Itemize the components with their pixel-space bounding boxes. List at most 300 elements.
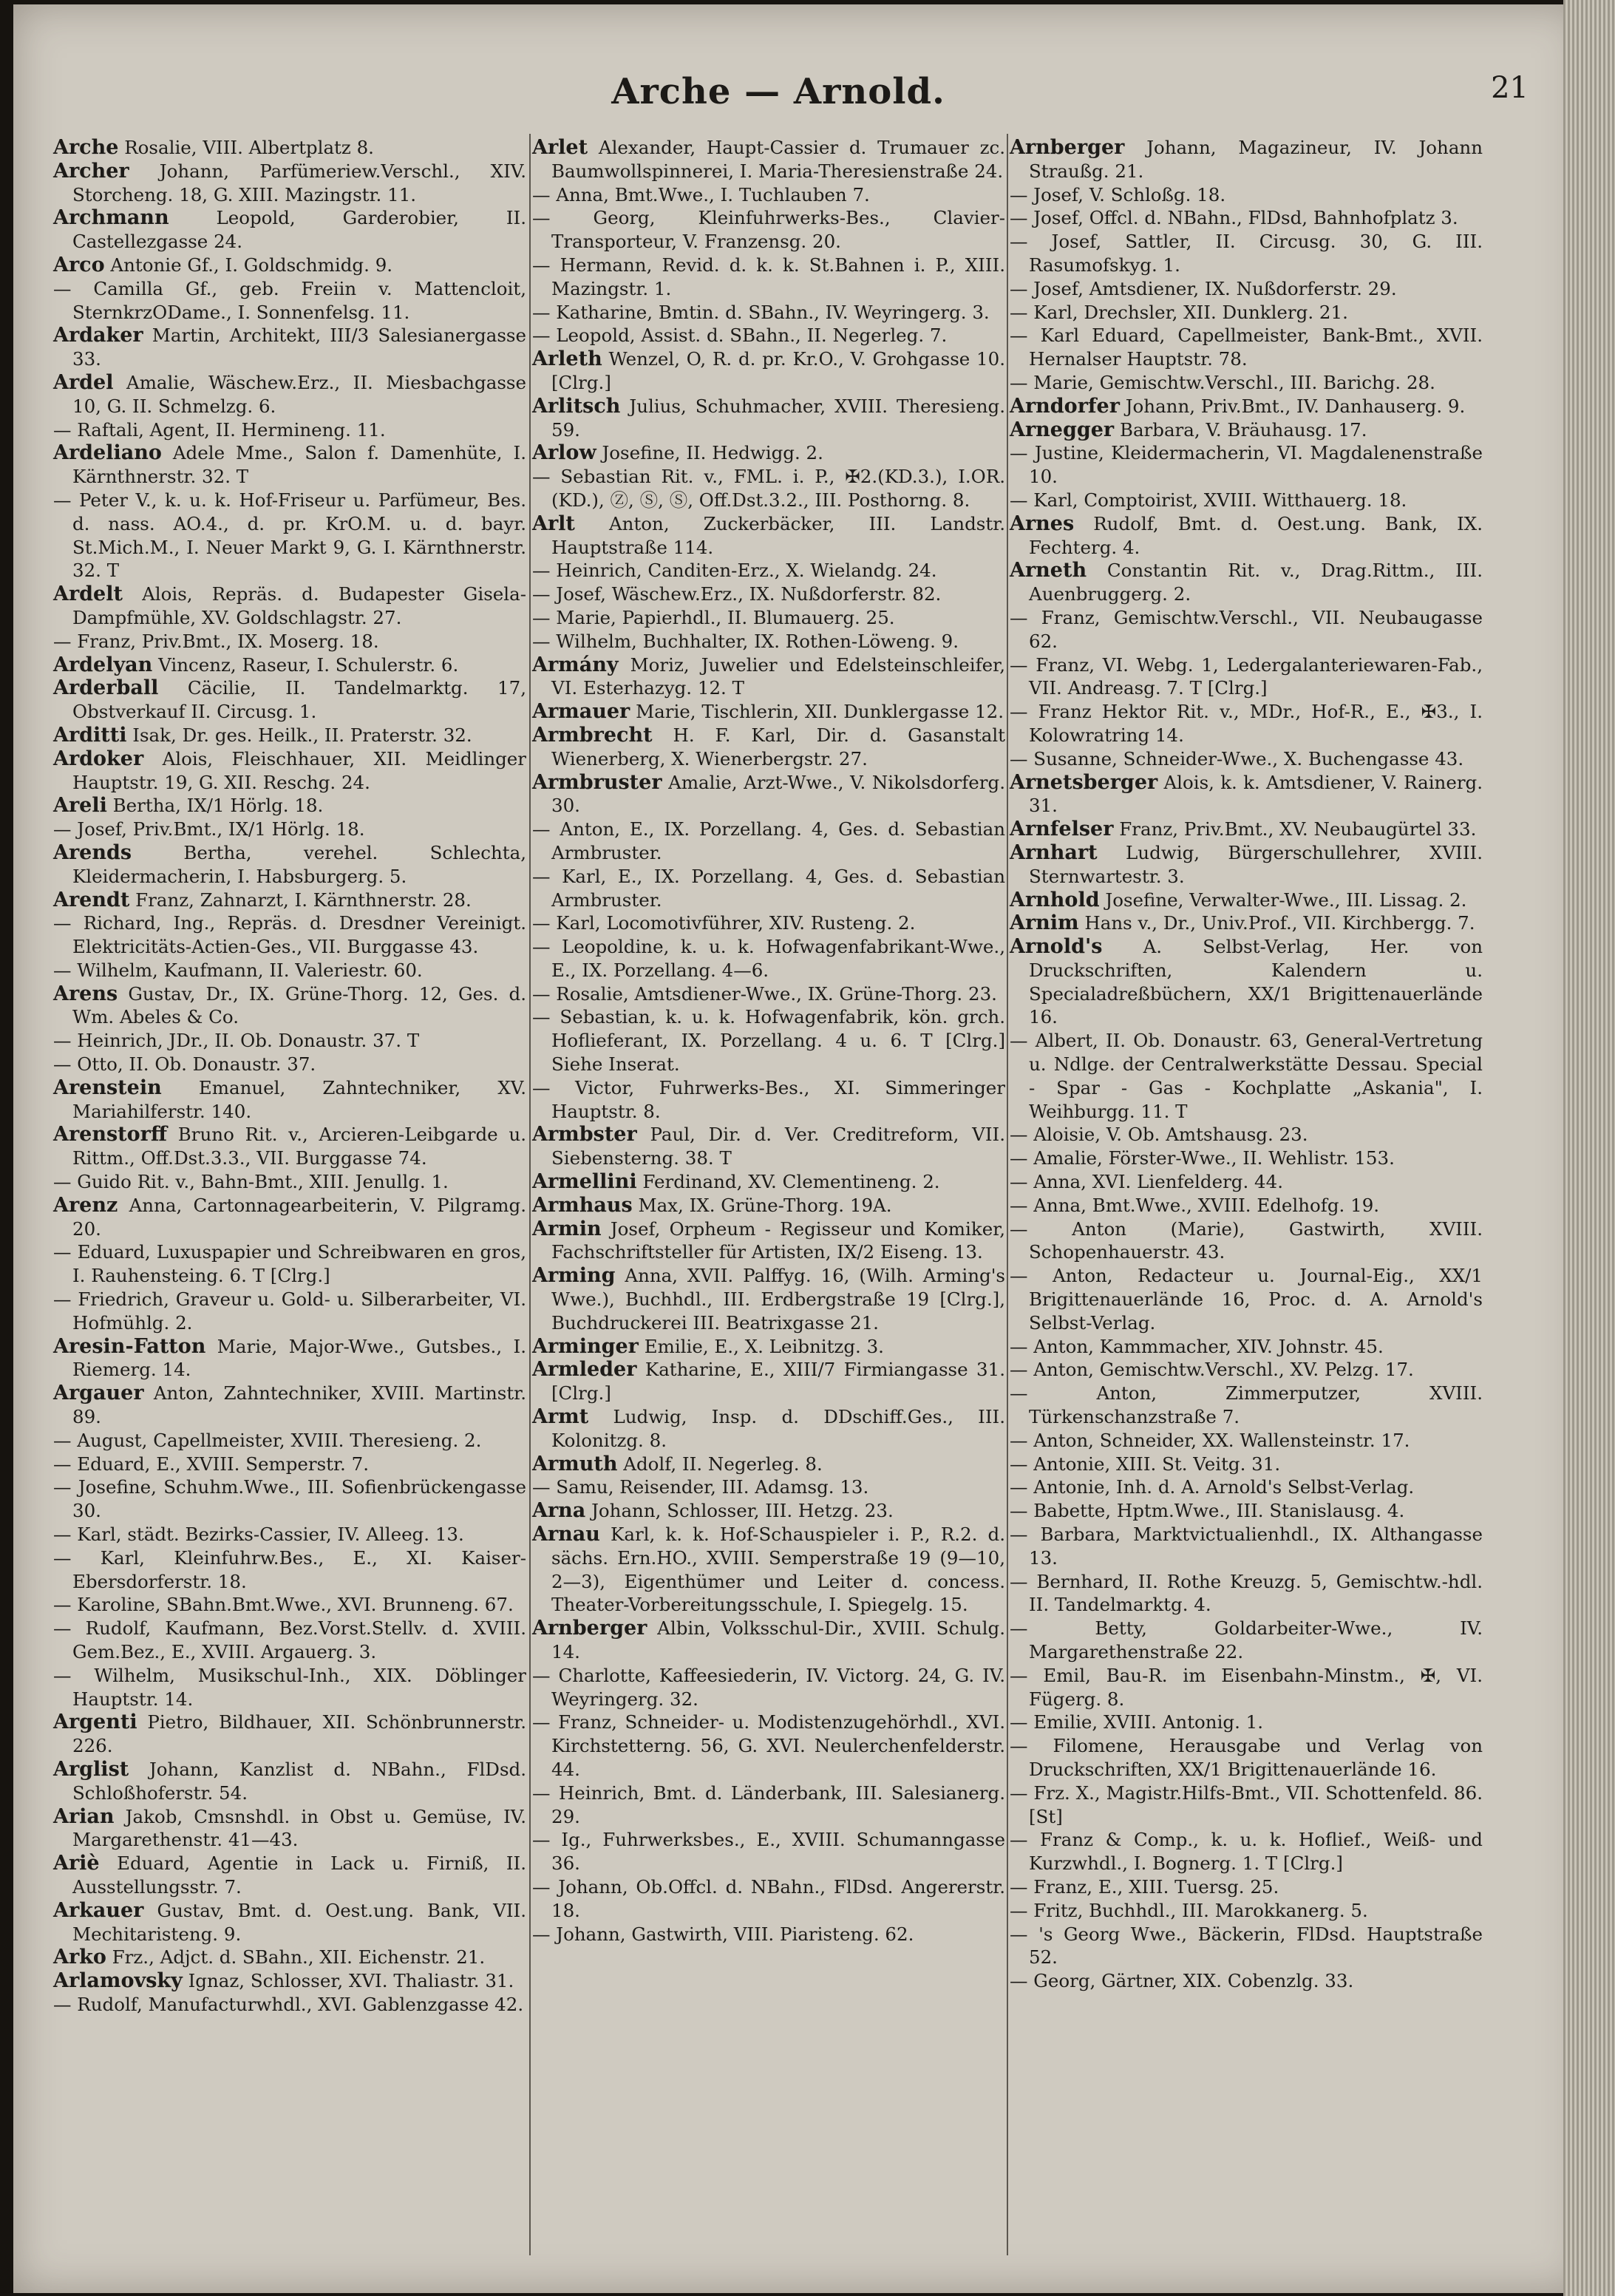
entry-text: — Karl, Drechsler, XII. Dunklerg. 21. [1010, 301, 1348, 323]
directory-entry [1010, 1664, 1483, 1711]
entry-text: — Fritz, Buchhdl., III. Marokkanerg. 5. [1010, 1899, 1368, 1921]
entry-text: — Katharine, Bmtin. d. SBahn., IV. Weyringerg. 3. [532, 301, 990, 323]
entry-headword: Aresin-Fatton [53, 1334, 206, 1358]
entry-text: — Samu, Reisender, III. Adamsg. 13. [532, 1476, 869, 1498]
directory-entry [532, 1076, 1005, 1124]
entry-headword: Arglist [53, 1757, 129, 1781]
entry-text: Pietro, Bildhauer, XII. Schönbrunnerstr. 226. [72, 1711, 526, 1757]
entry-text: Leopold, Garderobier, II. Castellezgasse 24. [72, 207, 526, 253]
directory-entry [53, 1429, 526, 1453]
column-rule [529, 134, 531, 2255]
directory-entry [532, 1664, 1005, 1711]
entry-headword: Arendt [53, 888, 130, 911]
directory-entry [532, 136, 1005, 183]
directory-entry [53, 1335, 526, 1382]
directory-entry [1010, 1194, 1483, 1217]
entry-headword: Armbster [532, 1123, 637, 1147]
entry-text: Martin, Architekt, III/3 Salesianergasse 33. [72, 325, 526, 370]
entry-text: — Filomene, Herausgabe und Verlag von Druckschriften, XX/1 Brigittenauerlände 16. [1010, 1735, 1483, 1780]
entry-headword: Ardelyan [53, 653, 153, 676]
directory-entry [53, 1946, 526, 1969]
page-number: 21 [1491, 71, 1529, 105]
directory-entry [53, 959, 526, 982]
entry-text: Gustav, Dr., IX. Grüne-Thorg. 12, Ges. d. Wm. Abeles & Co. [72, 982, 526, 1028]
entry-text: — Josef, Offcl. d. NBahn., FlDsd, Bahnhofplatz 3. [1010, 207, 1458, 229]
entry-text: — Antonie, Inh. d. A. Arnold's Selbst-Verlag. [1010, 1476, 1415, 1498]
directory-entry [53, 818, 526, 841]
directory-entry [53, 1805, 526, 1852]
entry-text: — Marie, Papierhdl., II. Blumauerg. 25. [532, 606, 895, 628]
directory-entry [1010, 230, 1483, 277]
entry-text: Eduard, Agentie in Lack u. Firniß, II. Ausstellungsstr. 7. [72, 1852, 526, 1898]
entry-headword: Arnes [1010, 512, 1075, 535]
entry-text: — Wilhelm, Buchhalter, IX. Rothen-Löweng. 9. [532, 630, 959, 652]
directory-entry [53, 889, 526, 912]
entry-text: — Albert, II. Ob. Donaustr. 63, General-Vertretung u. Ndlge. der Centralwerkstätte Dessau. Special - Spar - Gas - Kochplatte „Askania", I. Weihburgg. 11. T [1010, 1030, 1483, 1122]
page-header [58, 71, 1529, 130]
directory-entry [53, 1382, 526, 1429]
directory-entry [1010, 395, 1483, 418]
entry-headword: Arenz [53, 1193, 118, 1217]
entry-text: Paul, Dir. d. Ver. Creditreform, VII. Siebensterng. 38. T [551, 1124, 1005, 1169]
entry-text: — Aloisie, V. Ob. Amtshausg. 23. [1010, 1124, 1308, 1146]
directory-entry [1010, 1029, 1483, 1123]
directory-entry [532, 1405, 1005, 1453]
directory-entry [532, 347, 1005, 395]
directory-entry [1010, 206, 1483, 230]
directory-entry [53, 982, 526, 1030]
entry-text: — Anton, Redacteur u. Journal-Eig., XX/1 Brigittenauerlände 16, Proc. d. A. Arnold's Selbst-Verlag. [1010, 1265, 1483, 1334]
directory-entry [53, 1758, 526, 1805]
entry-text: — Johann, Ob.Offcl. d. NBahn., FlDsd. Angererstr. 18. [532, 1875, 1005, 1921]
entry-text: Rosalie, VIII. Albertplatz 8. [118, 137, 374, 158]
directory-entry [53, 841, 526, 889]
directory-entry [53, 1475, 526, 1523]
directory-entry [53, 277, 526, 325]
entry-headword: Arderball [53, 676, 159, 700]
entry-text: Constantin Rit. v., Drag.Rittm., III. Auenbruggerg. 2. [1029, 560, 1483, 605]
entry-text: — Anton, Schneider, XX. Wallensteinstr. 17. [1010, 1429, 1410, 1451]
directory-entry [53, 324, 526, 371]
entry-headword: Arnhart [1010, 840, 1098, 864]
entry-text: — Josef, Sattler, II. Circusg. 30, G. III. Rasumofskyg. 1. [1010, 231, 1483, 276]
directory-entry [532, 911, 1005, 935]
directory-entry [1010, 418, 1483, 442]
directory-entry [1010, 841, 1483, 889]
directory-entry [1010, 1523, 1483, 1570]
entry-text: Josefine, II. Hedwigg. 2. [596, 442, 823, 464]
entry-text: — Georg, Gärtner, XIX. Cobenzlg. 33. [1010, 1970, 1354, 1992]
directory-entry [1010, 1969, 1483, 1993]
entry-text: Johann, Schlosser, III. Hetzg. 23. [585, 1500, 894, 1522]
directory-entry [1010, 1382, 1483, 1429]
directory-entry [1010, 606, 1483, 653]
entry-text: — Emilie, XVIII. Antonig. 1. [1010, 1711, 1264, 1733]
directory-entry [1010, 1147, 1483, 1170]
entry-text: Emilie, E., X. Leibnitzg. 3. [638, 1335, 884, 1357]
entry-text: — Eduard, E., XVIII. Semperstr. 7. [53, 1453, 370, 1475]
entry-text: — Peter V., k. u. k. Hof-Friseur u. Parfümeur, Bes. d. nass. AO.4., d. pr. KrO.M. u. d. bayr. St.Mich.M., I. Neuer Markt 9, G. I. Kärnthnerstr. 32. T [53, 489, 526, 582]
directory-entry [53, 1076, 526, 1124]
directory-entry [1010, 653, 1483, 701]
entry-text: Bertha, verehel. Schlechta, Kleidermacherin, I. Habsburgerg. 5. [72, 841, 526, 887]
entry-headword: Arlet [532, 136, 588, 159]
column-3 [1010, 136, 1483, 1993]
entry-text: — Rudolf, Manufacturwhdl., XVI. Gablenzgasse 42. [53, 1993, 524, 2015]
directory-entry [53, 1523, 526, 1546]
entry-headword: Arkauer [53, 1898, 144, 1922]
directory-entry [1010, 1264, 1483, 1334]
entry-text: — Eduard, Luxuspapier und Schreibwaren en gros, I. Rauhensteing. 6. T [Clrg.] [53, 1241, 526, 1287]
directory-entry [53, 254, 526, 277]
directory-entry [532, 1475, 1005, 1499]
entry-text: Alois, Repräs. d. Budapester Gisela-Dampfmühle, XV. Goldschlagstr. 27. [72, 583, 526, 628]
entry-text: — Anton, Zimmerputzer, XVIII. Türkenschanzstraße 7. [1010, 1382, 1483, 1428]
entry-headword: Armuth [532, 1452, 618, 1475]
entry-text: Adele Mme., Salon f. Damenhüte, I. Kärnthnerstr. 32. T [72, 442, 526, 488]
entry-text: Anna, XVII. Palffyg. 16, (Wilh. Arming's Wwe.), Buchhdl., III. Erdbergstraße 19 [Clrg.], Buchdruckerei III. Beatrixgasse 21. [551, 1265, 1005, 1334]
directory-entry [532, 1828, 1005, 1875]
directory-entry [53, 1194, 526, 1241]
entry-text: Johann, Priv.Bmt., IV. Danhauserg. 9. [1119, 395, 1466, 417]
entry-headword: Arlitsch [532, 394, 621, 418]
entry-headword: Armt [532, 1405, 589, 1429]
entry-text: — Justine, Kleidermacherin, VI. Magdalenenstraße 10. [1010, 442, 1483, 488]
directory-entry [53, 489, 526, 583]
entry-headword: Arenstein [53, 1076, 162, 1099]
page-edge [1563, 0, 1615, 2296]
entry-headword: Arko [53, 1946, 106, 1969]
entry-headword: Arnau [532, 1523, 600, 1546]
entry-text: — Josef, Amtsdiener, IX. Nußdorferstr. 29. [1010, 277, 1397, 299]
directory-entry [1010, 136, 1483, 183]
entry-text: Franz, Zahnarzt, I. Kärnthnerstr. 28. [129, 889, 472, 911]
directory-entry [53, 1546, 526, 1594]
directory-entry [1010, 1123, 1483, 1147]
directory-entry [53, 676, 526, 724]
entry-text: — Amalie, Förster-Wwe., II. Wehlistr. 153. [1010, 1147, 1395, 1169]
running-head: Arche — Arnold. [611, 71, 945, 112]
column-2 [532, 136, 1005, 1946]
directory-entry [532, 630, 1005, 653]
entry-text: — Barbara, Marktvictualienhdl., IX. Althangasse 13. [1010, 1524, 1483, 1569]
directory-entry [532, 1453, 1005, 1476]
entry-text: Josef, Orpheum - Regisseur und Komiker, Fachschriftsteller für Artisten, IX/2 Eiseng. 13. [551, 1217, 1005, 1263]
directory-entry [53, 1852, 526, 1899]
entry-text: — Josef, V. Schloßg. 18. [1010, 183, 1226, 206]
entry-text: Julius, Schuhmacher, XVIII. Theresieng. 59. [551, 395, 1005, 441]
directory-entry [532, 1123, 1005, 1170]
entry-text: — Sebastian Rit. v., FML. i. P., ✠2.(KD.3.), I.OR. (KD.), Ⓩ, Ⓢ, Ⓢ, Off.Dst.3.2., III. Posthorng. 8. [532, 466, 1005, 511]
entry-headword: Archer [53, 159, 129, 183]
entry-headword: Arnold's [1010, 935, 1103, 959]
entry-text: Bertha, IX/1 Hörlg. 18. [106, 795, 324, 817]
entry-text: Hans v., Dr., Univ.Prof., VII. Kirchbergg. 7. [1078, 912, 1475, 934]
entry-headword: Arndorfer [1010, 394, 1120, 418]
entry-headword: Arditti [53, 723, 127, 747]
entry-text: Karl, k. k. Hof-Schauspieler i. P., R.2. d. sächs. Ern.HO., XVIII. Semperstraße 19 (9—10, 2—3), Eigenthümer und Leiter d. concess. Theater-Vorbereitungsschule, I. Spiegelg. 15. [551, 1524, 1005, 1616]
entry-headword: Archmann [53, 206, 169, 230]
column-rule [1007, 134, 1008, 2255]
entry-text: Johann, Magazineur, IV. Johann Straußg. 21. [1029, 137, 1483, 182]
entry-headword: Arends [53, 840, 132, 864]
entry-text: — Raftali, Agent, II. Hermineng. 11. [53, 418, 386, 441]
entry-text: — Franz, E., XIII. Tuersg. 25. [1010, 1875, 1279, 1898]
directory-entry [1010, 889, 1483, 912]
directory-entry [1010, 1617, 1483, 1664]
entry-headword: Argenti [53, 1711, 137, 1734]
directory-entry [53, 371, 526, 418]
entry-headword: Ariè [53, 1852, 100, 1875]
entry-text: Anton, Zahntechniker, XVIII. Martinstr. 89. [72, 1382, 526, 1428]
entry-text: — Heinrich, JDr., II. Ob. Donaustr. 37. T [53, 1030, 420, 1052]
directory-entry [1010, 512, 1483, 560]
entry-text: — August, Capellmeister, XVIII. Theresieng. 2. [53, 1429, 482, 1451]
entry-text: — Sebastian, k. u. k. Hofwagenfabrik, kön. grch. Hoflieferant, IX. Porzellang. 4 u. 6. T [Clrg.] Siehe Inserat. [532, 1006, 1005, 1076]
entry-text: — Susanne, Schneider-Wwe., X. Buchengasse 43. [1010, 747, 1464, 770]
entry-headword: Areli [53, 794, 107, 818]
entry-text: Barbara, V. Bräuhausg. 17. [1114, 418, 1367, 441]
directory-entry [532, 1194, 1005, 1217]
entry-text: — Franz, Schneider- u. Modistenzugehörhdl., XVI. Kirchstetterng. 56, G. XVI. Neulerchenfelderstr. 44. [532, 1711, 1005, 1780]
directory-entry [53, 1453, 526, 1476]
entry-headword: Arnberger [532, 1617, 647, 1640]
entry-headword: Ardeliano [53, 441, 162, 465]
entry-text: — Georg, Kleinfuhrwerks-Bes., Clavier-Transporteur, V. Franzensg. 20. [532, 207, 1005, 253]
directory-entry [53, 794, 526, 818]
directory-entry [1010, 1828, 1483, 1875]
directory-entry [1010, 324, 1483, 371]
entry-headword: Armin [532, 1217, 602, 1240]
directory-entry [532, 724, 1005, 771]
entry-headword: Arnberger [1010, 136, 1125, 159]
entry-headword: Arian [53, 1804, 115, 1828]
entry-headword: Arenstorff [53, 1123, 168, 1147]
entry-text: Gustav, Bmt. d. Oest.ung. Bank, VII. Mechitaristeng. 9. [72, 1899, 526, 1945]
directory-entry [53, 1711, 526, 1758]
directory-entry [532, 606, 1005, 630]
entry-text: — Otto, II. Ob. Donaustr. 37. [53, 1053, 316, 1076]
directory-entry [53, 160, 526, 207]
directory-page [13, 4, 1584, 2293]
directory-entry [1010, 1923, 1483, 1970]
directory-entry [532, 1499, 1005, 1523]
directory-entry [532, 1923, 1005, 1946]
entry-text: Alois, k. k. Amtsdiener, V. Rainerg. 31. [1029, 771, 1483, 817]
entry-headword: Arna [532, 1499, 586, 1523]
column-1 [53, 136, 526, 2017]
entry-text: Albin, Volksschul-Dir., XVIII. Schulg. 14. [551, 1617, 1005, 1662]
directory-entry [53, 1170, 526, 1194]
entry-text: A. Selbst-Verlag, Her. von Druckschriften, Kalendern u. Specialadreßbüchern, XX/1 Brigittenauerlände 16. [1029, 936, 1483, 1028]
directory-entry [1010, 1335, 1483, 1359]
entry-text: Johann, Kanzlist d. NBahn., FlDsd. Schloßhoferstr. 54. [72, 1758, 526, 1804]
entry-text: Antonie Gf., I. Goldschmidg. 9. [104, 254, 393, 276]
entry-headword: Armellini [532, 1170, 637, 1194]
entry-text: — Johann, Gastwirth, VIII. Piaristeng. 62. [532, 1923, 914, 1945]
entry-headword: Arens [53, 982, 118, 1005]
entry-headword: Ardelt [53, 583, 123, 606]
directory-entry [1010, 1570, 1483, 1617]
entry-headword: Arnegger [1010, 418, 1115, 441]
directory-entry [1010, 1429, 1483, 1453]
entry-text: — Franz, Priv.Bmt., IX. Moserg. 18. [53, 630, 379, 652]
entry-text: Katharine, E., XIII/7 Firmiangasse 31. [Clrg.] [551, 1359, 1005, 1405]
directory-entry [53, 1617, 526, 1664]
directory-entry [1010, 818, 1483, 841]
directory-entry [532, 324, 1005, 347]
directory-entry [1010, 183, 1483, 207]
entry-text: Bruno Rit. v., Arcieren-Leibgarde u. Rittm., Off.Dst.3.3., VII. Burggasse 74. [72, 1124, 526, 1169]
directory-entry [532, 206, 1005, 254]
entry-text: — 's Georg Wwe., Bäckerin, FlDsd. Hauptstraße 52. [1010, 1923, 1483, 1969]
directory-entry [532, 935, 1005, 982]
entry-text: — Rosalie, Amtsdiener-Wwe., IX. Grüne-Thorg. 23. [532, 982, 997, 1005]
entry-text: — Anton, Kammmacher, XIV. Johnstr. 45. [1010, 1335, 1384, 1357]
directory-entry [53, 1029, 526, 1053]
entry-text: Johann, Parfümeriew.Verschl., XIV. Storcheng. 18, G. XIII. Mazingstr. 11. [72, 160, 526, 206]
entry-text: — Franz Hektor Rit. v., MDr., Hof-R., E., ✠3., I. Kolowratring 14. [1010, 701, 1483, 746]
directory-entry [53, 653, 526, 677]
entry-text: Ludwig, Bürgerschullehrer, XVIII. Sternwartestr. 3. [1029, 841, 1483, 887]
entry-text: — Franz, Gemischtw.Verschl., VII. Neubaugasse 62. [1010, 606, 1483, 652]
entry-headword: Arminger [532, 1334, 639, 1358]
directory-entry [532, 1358, 1005, 1405]
directory-entry [53, 630, 526, 653]
entry-text: — Guido Rit. v., Bahn-Bmt., XIII. Jenullg. 1. [53, 1171, 449, 1193]
directory-entry [1010, 1875, 1483, 1899]
directory-entry [532, 700, 1005, 724]
directory-entry [532, 254, 1005, 301]
entry-headword: Arnetsberger [1010, 770, 1158, 794]
entry-text: Marie, Major-Wwe., Gutsbes., I. Riemerg. 14. [72, 1335, 526, 1381]
entry-text: — Wilhelm, Kaufmann, II. Valeriestr. 60. [53, 959, 423, 981]
entry-headword: Armauer [532, 700, 630, 724]
entry-text: — Anton, E., IX. Porzellang. 4, Ges. d. Sebastian Armbruster. [532, 818, 1005, 863]
directory-entry [532, 1782, 1005, 1829]
entry-text: — Richard, Ing., Repräs. d. Dresdner Vereinigt. Elektricitäts-Actien-Ges., VII. Burggasse 43. [53, 912, 526, 958]
directory-entry [53, 206, 526, 254]
entry-text: Wenzel, O, R. d. pr. Kr.O., V. Grohgasse 10. [Clrg.] [551, 348, 1005, 393]
entry-headword: Armány [532, 653, 619, 676]
directory-entry [53, 1969, 526, 1993]
entry-text: — Betty, Goldarbeiter-Wwe., IV. Margarethenstraße 22. [1010, 1617, 1483, 1662]
entry-text: — Josef, Wäschew.Erz., IX. Nußdorferstr. 82. [532, 583, 942, 605]
entry-text: — Ig., Fuhrwerksbes., E., XVIII. Schumanngasse 36. [532, 1829, 1005, 1875]
directory-entry [532, 1523, 1005, 1617]
directory-entry [53, 441, 526, 489]
entry-headword: Arming [532, 1264, 616, 1288]
directory-entry [532, 512, 1005, 560]
entry-text: Amalie, Wäschew.Erz., II. Miesbachgasse 10, G. II. Schmelzg. 6. [72, 371, 526, 417]
entry-headword: Arnim [1010, 911, 1079, 935]
entry-text: H. F. Karl, Dir. d. Gasanstalt Wienerberg, X. Wienerbergstr. 27. [551, 724, 1005, 770]
directory-entry [1010, 277, 1483, 301]
directory-entry [1010, 489, 1483, 512]
directory-entry [532, 653, 1005, 701]
directory-entry [532, 865, 1005, 912]
entry-text: — Karl, Kleinfuhrw.Bes., E., XI. Kaiser-Ebersdorferstr. 18. [53, 1546, 526, 1592]
entry-text: Isak, Dr. ges. Heilk., II. Praterstr. 32. [126, 724, 472, 746]
entry-text: Rudolf, Bmt. d. Oest.ung. Bank, IX. Fechterg. 4. [1029, 512, 1483, 558]
directory-entry [532, 441, 1005, 465]
directory-entry [532, 583, 1005, 606]
entry-headword: Arleth [532, 347, 602, 371]
directory-entry [532, 465, 1005, 512]
directory-entry [1010, 1170, 1483, 1194]
entry-headword: Arnhold [1010, 888, 1100, 911]
entry-headword: Armhaus [532, 1193, 633, 1217]
entry-text: Frz., Adjct. d. SBahn., XII. Eichenstr. 21. [106, 1946, 486, 1969]
directory-entry [1010, 371, 1483, 395]
entry-text: — Anton (Marie), Gastwirth, XVIII. Schopenhauerstr. 43. [1010, 1217, 1483, 1263]
directory-entry [1010, 747, 1483, 771]
entry-text: — Anna, Bmt.Wwe., I. Tuchlauben 7. [532, 183, 870, 206]
directory-entry [53, 1993, 526, 2017]
entry-text: Franz, Priv.Bmt., XV. Neubaugürtel 33. [1113, 818, 1477, 840]
entry-text: — Karoline, SBahn.Bmt.Wwe., XVI. Brunneng. 67. [53, 1594, 514, 1616]
directory-entry [53, 418, 526, 442]
entry-text: Emanuel, Zahntechniker, XV. Mariahilferstr. 140. [72, 1076, 526, 1122]
entry-headword: Arnfelser [1010, 818, 1114, 841]
entry-text: Vincenz, Raseur, I. Schulerstr. 6. [152, 653, 459, 676]
entry-text: — Karl Eduard, Capellmeister, Bank-Bmt., XVII. Hernalser Hauptstr. 78. [1010, 325, 1483, 370]
directory-entry [53, 136, 526, 160]
directory-entry [1010, 301, 1483, 325]
directory-entry [1010, 1475, 1483, 1499]
directory-entry [1010, 1711, 1483, 1734]
entry-text: — Karl, Locomotivführer, XIV. Rusteng. 2. [532, 912, 916, 934]
directory-entry [1010, 771, 1483, 818]
entry-text: Jakob, Cmsnshdl. in Obst u. Gemüse, IV. Margarethenstr. 41—43. [72, 1805, 526, 1851]
entry-headword: Arneth [1010, 559, 1087, 583]
entry-text: — Rudolf, Kaufmann, Bez.Vorst.Stellv. d. XVIII. Gem.Bez., E., XVIII. Argauerg. 3. [53, 1617, 526, 1662]
entry-text: Max, IX. Grüne-Thorg. 19A. [632, 1194, 892, 1216]
entry-text: — Bernhard, II. Rothe Kreuzg. 5, Gemischtw.-hdl. II. Tandelmarktg. 4. [1010, 1570, 1483, 1616]
directory-entry [1010, 1453, 1483, 1476]
directory-entry [1010, 1734, 1483, 1782]
entry-headword: Arco [53, 253, 105, 276]
entry-text: — Victor, Fuhrwerks-Bes., XI. Simmeringer Hauptstr. 8. [532, 1076, 1005, 1122]
directory-entry [1010, 700, 1483, 747]
entry-text: Moriz, Juwelier und Edelsteinschleifer, VI. Esterhazyg. 12. T [551, 653, 1005, 699]
entry-text: Alois, Fleischhauer, XII. Meidlinger Hauptstr. 19, G. XII. Reschg. 24. [72, 747, 526, 793]
directory-entry [1010, 1782, 1483, 1829]
directory-entry [1010, 559, 1483, 606]
directory-entry [532, 301, 1005, 325]
entry-text: — Leopoldine, k. u. k. Hofwagenfabrikant-Wwe., E., IX. Porzellang. 4—6. [532, 936, 1005, 981]
entry-headword: Ardaker [53, 324, 143, 347]
directory-entry [1010, 1358, 1483, 1382]
entry-text: Ignaz, Schlosser, XVI. Thaliastr. 31. [182, 1970, 514, 1992]
directory-entry [53, 583, 526, 630]
entry-headword: Arlamovsky [53, 1969, 183, 1993]
entry-text: — Friedrich, Graveur u. Gold- u. Silberarbeiter, VI. Hofmühlg. 2. [53, 1288, 526, 1334]
directory-entry [532, 818, 1005, 865]
entry-text: — Heinrich, Bmt. d. Länderbank, III. Salesianerg. 29. [532, 1782, 1005, 1827]
directory-entry [532, 1711, 1005, 1781]
entry-text: — Anna, XVI. Lienfelderg. 44. [1010, 1171, 1284, 1193]
entry-text: Marie, Tischlerin, XII. Dunklergasse 12. [630, 701, 1004, 723]
entry-text: Ferdinand, XV. Clementineng. 2. [636, 1171, 940, 1193]
entry-text: — Karl, Comptoirist, XVIII. Witthauerg. 18. [1010, 489, 1407, 511]
directory-entry [532, 183, 1005, 207]
entry-headword: Armleder [532, 1358, 637, 1382]
directory-entry [532, 1875, 1005, 1923]
directory-entry [53, 1053, 526, 1076]
directory-entry [532, 395, 1005, 442]
directory-entry [1010, 911, 1483, 935]
